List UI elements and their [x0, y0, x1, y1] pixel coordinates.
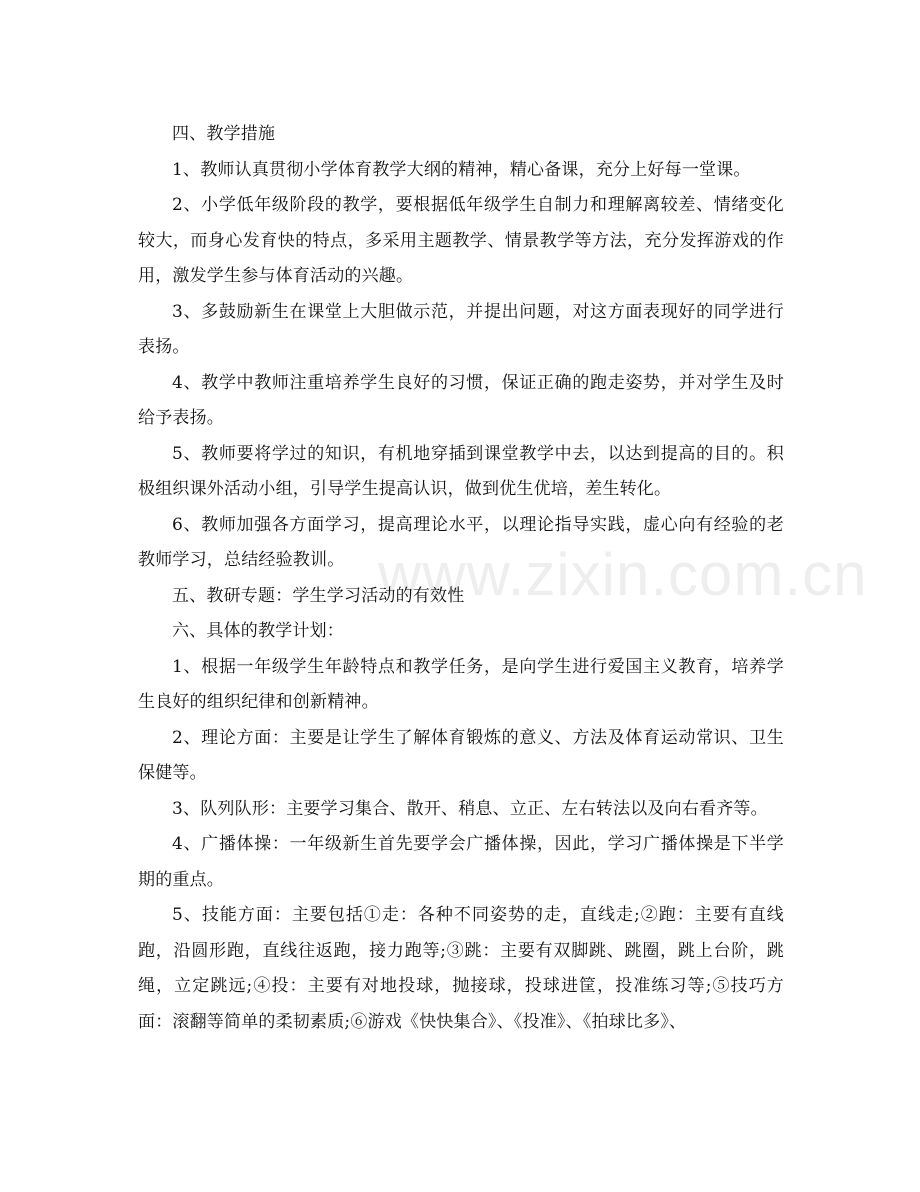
watermark: www.zixin.com.cn [378, 541, 868, 608]
section-heading-teaching-measures: 四、教学措施 [172, 124, 276, 144]
paragraph: 2、理论方面：主要是让学生了解体育锻炼的意义、方法及体育运动常识、卫生保健等。 [138, 727, 784, 783]
paragraph: 1、根据一年级学生年龄特点和教学任务，是向学生进行爱国主义教育，培养学生良好的组织纪律和创新精神。 [138, 656, 784, 712]
paragraph: 3、队列队形：主要学习集合、散开、稍息、立正、左右转法以及向右看齐等。 [172, 798, 768, 819]
paragraph: 5、教师要将学过的知识，有机地穿插到课堂教学中去，以达到提高的目的。积极组织课外活动小组，引导学生提高认识，做到优生优培，差生转化。 [138, 443, 784, 499]
paragraph: 3、多鼓励新生在课堂上大胆做示范，并提出问题，对这方面表现好的同学进行表扬。 [138, 301, 784, 357]
paragraph: 2、小学低年级阶段的教学，要根据低年级学生自制力和理解离较差、情绪变化较大，而身心发育快的特点，多采用主题教学、情景教学等方法，充分发挥游戏的作用，激发学生参与体育活动的兴趣。 [138, 195, 784, 286]
section-heading-teaching-plan: 六、具体的教学计划： [172, 621, 344, 641]
document-body [138, 117, 784, 1040]
paragraph: 4、教学中教师注重培养学生良好的习惯，保证正确的跑走姿势，并对学生及时给予表扬。 [138, 372, 784, 428]
paragraph: 4、广播体操：一年级新生首先要学会广播体操，因此，学习广播体操是下半学期的重点。 [138, 834, 784, 890]
paragraph: 1、教师认真贯彻小学体育教学大纲的精神，精心备课，充分上好每一堂课。 [172, 159, 751, 180]
section-heading-research-topic: 五、教研专题：学生学习活动的有效性 [172, 585, 465, 606]
paragraph: 5、技能方面：主要包括①走：各种不同姿势的走，直线走;②跑：主要有直线跑，沿圆形跑，直线往返跑，接力跑等;③跳：主要有双脚跳、跳圈，跳上台阶，跳绳，立定跳远;④投：主要有对地投球，抛接球，投球进筐，投准练习等;⑤技巧方面：滚翻等简单的柔韧素质;⑥游戏《快快集合》、《投准》、《拍球比多》、 [138, 905, 784, 1032]
paragraph: 6、教师加强各方面学习，提高理论水平，以理论指导实践，虚心向有经验的老教师学习，总结经验教训。 [138, 514, 784, 570]
